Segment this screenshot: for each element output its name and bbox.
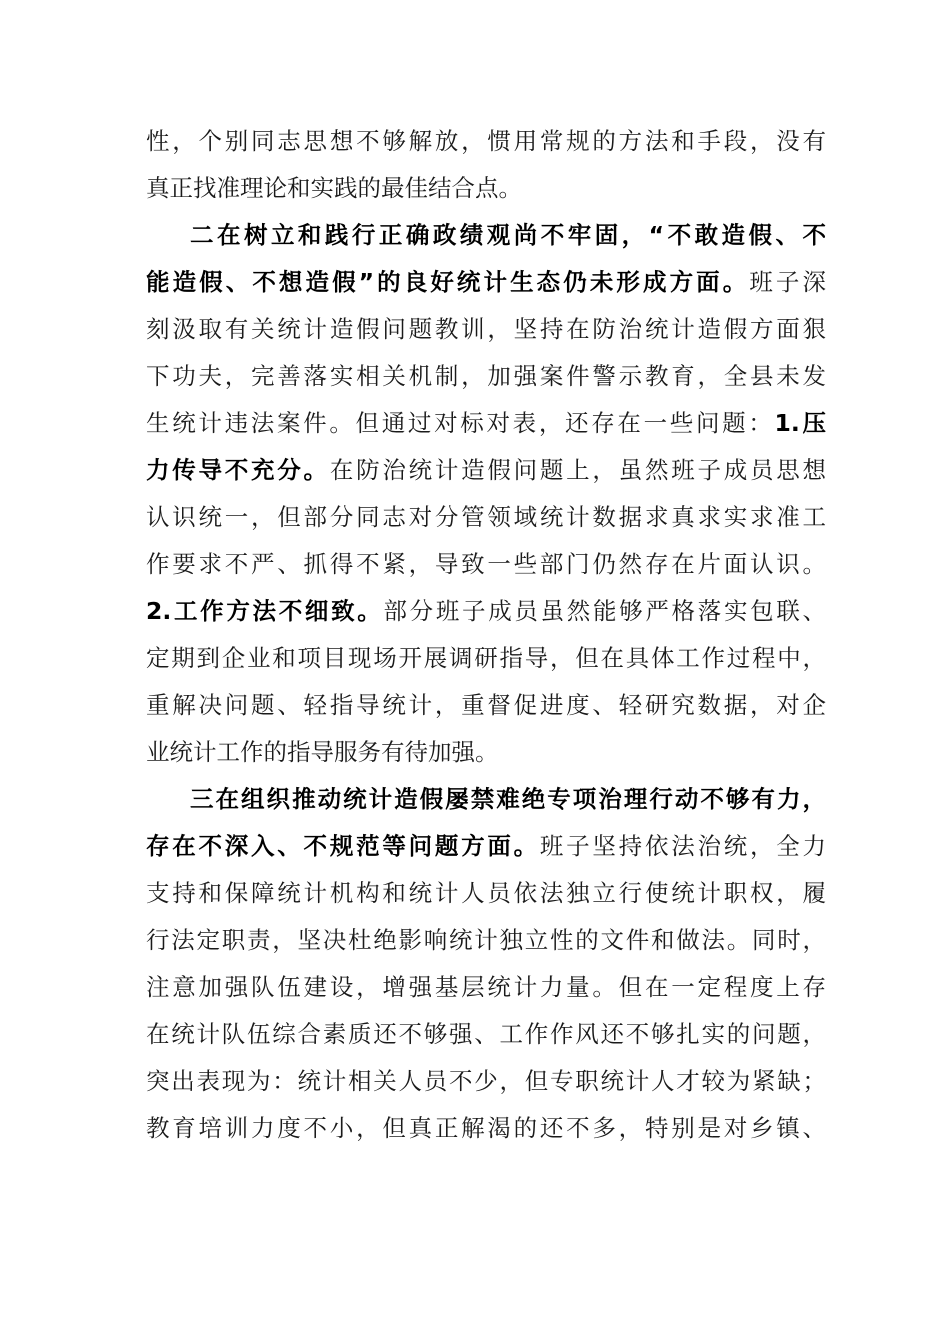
text-line: 力传导不充分。在防治统计造假问题上，虽然班子成员思想 [146,456,826,484]
text-line: 教育培训力度不小，但真正解渴的还不多，特别是对乡镇、 [146,1114,826,1142]
item-heading: 1.压 [774,409,826,437]
text-line: 业统计工作的指导服务有待加强。 [146,738,499,766]
paragraph-section-two [146,212,826,776]
text-line: 2.工作方法不细致。部分班子成员虽然能够严格落实包联、 [146,597,826,625]
text-line [146,212,826,259]
document-page [146,118,826,1152]
text-line: 支持和保障统计机构和统计人员依法独立行使统计职权，履 [146,879,826,907]
text-line: 在统计队伍综合素质还不够强、工作作风还不够扎实的问题， [146,1020,826,1048]
text-line: 注意加强队伍建设，增强基层统计力量。但在一定程度上存 [146,973,826,1001]
section-heading: 能造假、不想造假”的良好统计生态仍未形成方面。 [146,268,750,296]
text-line [146,776,826,823]
text-line: 下功夫，完善落实相关机制，加强案件警示教育，全县未发 [146,362,826,390]
paragraph-continuation [146,118,826,212]
item-heading: 2.工作方法不细致。 [146,597,384,625]
text-line: 行法定职责，坚决杜绝影响统计独立性的文件和做法。同时， [146,926,826,954]
text-line: 突出表现为：统计相关人员不少，但专职统计人才较为紧缺； [146,1067,826,1095]
section-heading: 存在不深入、不规范等问题方面。 [146,832,540,860]
text-line: 存在不深入、不规范等问题方面。班子坚持依法治统，全力 [146,832,826,860]
paragraph-section-three [146,776,826,1152]
text-line: 能造假、不想造假”的良好统计生态仍未形成方面。班子深 [146,268,826,296]
section-heading: 二在树立和践行正确政绩观尚不牢固，“不敢造假、不 [190,221,826,249]
text-line: 定期到企业和项目现场开展调研指导，但在具体工作过程中， [146,644,826,672]
text-line: 性，个别同志思想不够解放，惯用常规的方法和手段，没有 [146,127,826,155]
item-heading: 力传导不充分。 [146,456,330,484]
text-line: 生统计违法案件。但通过对标对表，还存在一些问题：1.压 [146,409,826,437]
section-heading: 三在组织推动统计造假屡禁难绝专项治理行动不够有力， [190,785,826,813]
text-line: 作要求不严、抓得不紧，导致一些部门仍然存在片面认识。 [146,550,826,578]
text-line: 重解决问题、轻指导统计，重督促进度、轻研究数据，对企 [146,691,826,719]
text-line: 刻汲取有关统计造假问题教训，坚持在防治统计造假方面狠 [146,315,826,343]
text-line: 真正找准理论和实践的最佳结合点。 [146,174,522,202]
text-line: 认识统一，但部分同志对分管领域统计数据求真求实求准工 [146,503,826,531]
